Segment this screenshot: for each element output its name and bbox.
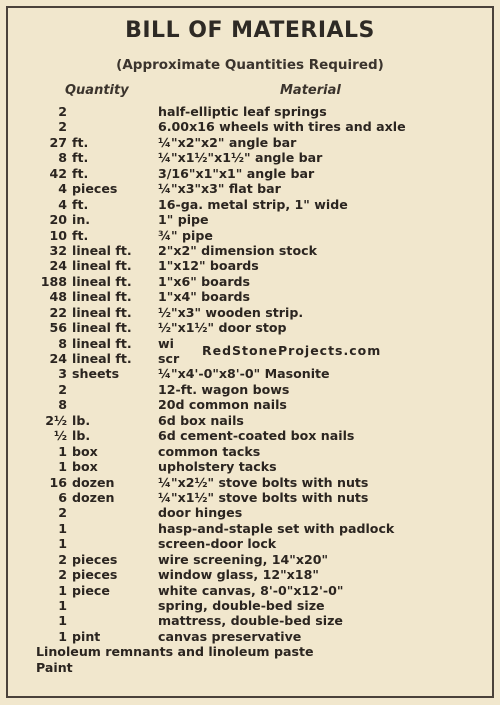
quantity-value: 8 xyxy=(58,397,67,413)
material-name: wi xyxy=(158,335,174,351)
quantity-unit: pieces xyxy=(72,567,118,583)
quantity-value: 8 xyxy=(58,150,67,166)
material-name: spring, double-bed size xyxy=(158,598,325,613)
quantity-unit: dozen xyxy=(72,489,115,505)
material-name: 16-ga. metal strip, 1" wide xyxy=(158,196,348,212)
quantity-unit: lineal ft. xyxy=(72,289,132,305)
material-row xyxy=(0,197,500,212)
quantity-column-header: Quantity xyxy=(65,83,129,98)
quantity-unit: box xyxy=(72,443,98,459)
material-name: window glass, 12"x18" xyxy=(158,567,319,583)
material-name: ¼"x2"x2" angle bar xyxy=(158,134,297,150)
material-name: screen-door lock xyxy=(158,536,277,552)
quantity-value: ½ xyxy=(53,428,67,444)
material-row xyxy=(0,104,500,119)
quantity-unit: lineal ft. xyxy=(72,258,132,274)
quantity-unit: lineal ft. xyxy=(72,242,132,258)
material-name: ¼"x1½" stove bolts with nuts xyxy=(158,489,369,505)
material-name: white canvas, 8'-0"x12'-0" xyxy=(158,582,344,598)
material-row xyxy=(0,366,500,381)
quantity-value: 2 xyxy=(58,104,67,119)
quantity-value: 8 xyxy=(58,335,67,351)
material-row xyxy=(0,320,500,335)
quantity-unit: ft. xyxy=(72,227,89,243)
material-name: 1"x4" boards xyxy=(158,289,251,305)
material-row xyxy=(0,567,500,582)
quantity-unit: lineal ft. xyxy=(72,351,132,366)
quantity-unit: piece xyxy=(72,582,110,598)
quantity-unit: lineal ft. xyxy=(72,335,132,351)
quantity-unit: sheets xyxy=(72,366,120,382)
quantity-value: 48 xyxy=(49,289,67,305)
material-name: 12-ft. wagon bows xyxy=(158,381,290,397)
material-row xyxy=(0,583,500,598)
quantity-unit: box xyxy=(72,459,98,475)
page-subtitle: (Approximate Quantities Required) xyxy=(116,57,384,73)
quantity-value: 2 xyxy=(58,551,67,567)
quantity-value: 2 xyxy=(58,505,67,521)
quantity-unit: in. xyxy=(72,212,91,228)
quantity-value: 22 xyxy=(49,304,67,320)
quantity-value: 42 xyxy=(49,165,67,181)
material-row xyxy=(0,552,500,567)
material-name: ¼"x1½"x1½" angle bar xyxy=(158,150,323,166)
quantity-value: 1 xyxy=(58,520,67,536)
material-row xyxy=(0,119,500,134)
quantity-value: 1 xyxy=(58,443,67,459)
quantity-unit: lb. xyxy=(72,412,91,428)
quantity-value: 1 xyxy=(58,459,67,475)
material-row xyxy=(0,382,500,397)
material-row xyxy=(0,613,500,628)
material-name: 3/16"x1"x1" angle bar xyxy=(158,165,315,181)
material-name: 1"x6" boards xyxy=(158,273,251,289)
material-row xyxy=(0,166,500,181)
quantity-unit: pieces xyxy=(72,181,118,197)
material-row xyxy=(0,629,500,644)
quantity-value: 1 xyxy=(58,598,67,613)
quantity-value: 24 xyxy=(49,258,67,274)
quantity-value: 16 xyxy=(49,474,67,490)
material-row xyxy=(0,413,500,428)
material-name: ½"x1½" door stop xyxy=(158,320,287,336)
material-row xyxy=(0,289,500,304)
material-name: ¼"x2½" stove bolts with nuts xyxy=(158,474,369,490)
material-row xyxy=(0,228,500,243)
material-name: ¾" pipe xyxy=(158,227,213,243)
material-name: ½"x3" wooden strip. xyxy=(158,304,304,320)
material-full-line: Paint xyxy=(36,659,73,675)
material-row xyxy=(0,660,500,675)
material-row xyxy=(0,397,500,412)
material-row xyxy=(0,444,500,459)
material-name: ¼"x4'-0"x8'-0" Masonite xyxy=(158,366,330,382)
material-row xyxy=(0,598,500,613)
quantity-value: 56 xyxy=(49,320,67,336)
website-watermark: RedStoneProjects.com xyxy=(197,342,386,359)
quantity-value: 2 xyxy=(58,119,67,135)
material-name: 2"x2" dimension stock xyxy=(158,242,317,258)
quantity-value: 27 xyxy=(49,134,67,150)
quantity-unit: lineal ft. xyxy=(72,320,132,336)
material-row xyxy=(0,212,500,227)
material-name: scr xyxy=(158,351,180,366)
quantity-unit: lineal ft. xyxy=(72,304,132,320)
quantity-value: 20 xyxy=(49,212,67,228)
material-row xyxy=(0,428,500,443)
material-name: common tacks xyxy=(158,443,261,459)
quantity-unit: lineal ft. xyxy=(72,273,132,289)
material-row xyxy=(0,490,500,505)
material-name: 20d common nails xyxy=(158,397,287,413)
material-row xyxy=(0,521,500,536)
material-name: door hinges xyxy=(158,505,243,521)
quantity-unit: ft. xyxy=(72,196,89,212)
material-name: ¼"x3"x3" flat bar xyxy=(158,181,281,197)
quantity-value: 2 xyxy=(58,381,67,397)
material-name: canvas preservative xyxy=(158,628,302,644)
quantity-value: 6 xyxy=(58,489,67,505)
material-row xyxy=(0,505,500,520)
quantity-value: 10 xyxy=(49,227,67,243)
quantity-unit: dozen xyxy=(72,474,115,490)
material-name: upholstery tacks xyxy=(158,459,277,475)
material-name: half-elliptic leaf springs xyxy=(158,104,327,119)
material-row xyxy=(0,258,500,273)
material-column-header: Material xyxy=(280,83,341,98)
material-name: mattress, double-bed size xyxy=(158,613,343,629)
quantity-value: 3 xyxy=(58,366,67,382)
material-row xyxy=(0,644,500,659)
material-row xyxy=(0,135,500,150)
quantity-value: 188 xyxy=(40,273,67,289)
material-name: hasp-and-staple set with padlock xyxy=(158,520,395,536)
material-row xyxy=(0,243,500,258)
quantity-unit: ft. xyxy=(72,165,89,181)
quantity-value: 4 xyxy=(58,181,67,197)
quantity-value: 24 xyxy=(49,351,67,366)
quantity-unit: lb. xyxy=(72,428,91,444)
material-name: 6d cement-coated box nails xyxy=(158,428,355,444)
quantity-unit: ft. xyxy=(72,134,89,150)
quantity-value: 1 xyxy=(58,613,67,629)
quantity-value: 1 xyxy=(58,536,67,552)
material-row xyxy=(0,150,500,165)
page-title: BILL OF MATERIALS xyxy=(125,18,375,43)
materials-list xyxy=(0,104,500,675)
material-row xyxy=(0,305,500,320)
quantity-unit: pint xyxy=(72,628,101,644)
quantity-unit: pieces xyxy=(72,551,118,567)
material-row xyxy=(0,536,500,551)
quantity-value: 1 xyxy=(58,628,67,644)
material-row xyxy=(0,475,500,490)
material-row xyxy=(0,459,500,474)
material-full-line: Linoleum remnants and linoleum paste xyxy=(36,644,314,660)
material-name: 1"x12" boards xyxy=(158,258,259,274)
quantity-value: 32 xyxy=(49,242,67,258)
material-name: 6d box nails xyxy=(158,412,244,428)
material-row xyxy=(0,274,500,289)
quantity-unit: ft. xyxy=(72,150,89,166)
material-name: wire screening, 14"x20" xyxy=(158,551,329,567)
material-name: 6.00x16 wheels with tires and axle xyxy=(158,119,406,135)
quantity-value: 1 xyxy=(58,582,67,598)
quantity-value: 4 xyxy=(58,196,67,212)
quantity-value: 2 xyxy=(58,567,67,583)
quantity-value: 2½ xyxy=(45,412,67,428)
material-row xyxy=(0,181,500,196)
material-name: 1" pipe xyxy=(158,212,209,228)
